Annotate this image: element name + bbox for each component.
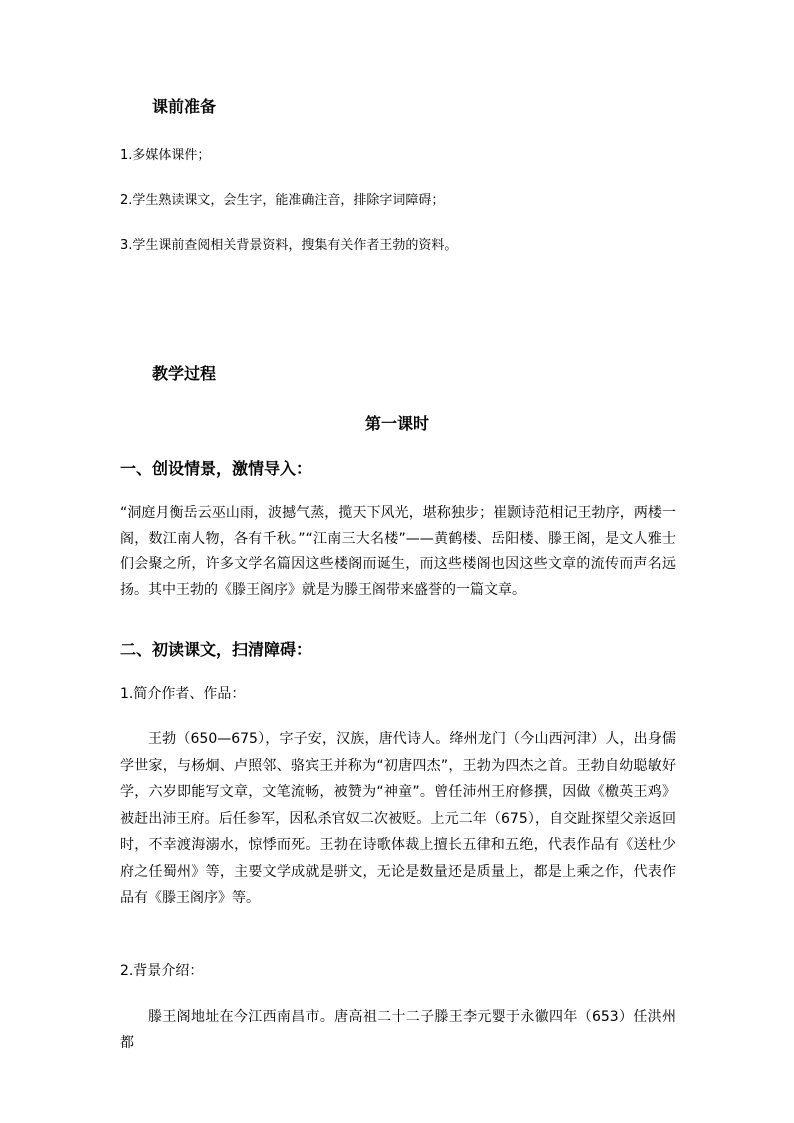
prep-item-1: 1.多媒体课件； (120, 148, 211, 163)
intro-paragraph: “洞庭月衡岳云巫山雨，波撼气蒸，揽天下风光，堪称独步；崔颢诗范相记王勃序，两楼一阁，数江南人物，各有千秋。”“江南三大名楼”——黄鹤楼、岳阳楼、滕王阁，是文人雅士们会聚之所，许多文学名篇因这些楼阁而诞生，而这些楼阁也因这些文章的流传而声名远扬。其中王勃的《滕王阁序》就是为滕王阁带来盛誉的一篇文章。 (120, 505, 676, 598)
author-bio-paragraph: 王勃（650—675），字子安，汉族，唐代诗人。绛州龙门（今山西河津）人，出身儒学世家，与杨炯、卢照邻、骆宾王并称为“初唐四杰”，王勃为四杰之首。王勃自幼聪敏好学，六岁即能写文章，文笔流畅，被赞为“神童”。曾任沛州王府修撰，因做《檄英王鸡》被赶出沛王府。后任参军，因私杀官奴二次被贬。上元二年（675），自交趾探望父亲返回时，不幸渡海溺水，惊悸而死。王勃在诗歌体裁上擅长五律和五绝，代表作品有《送杜少府之任蜀州》等，主要文学成就是骈文，无论是数量还是质量上，都是上乘之作，代表作品有《滕王阁序》等。 (120, 731, 676, 906)
section-1-heading: 一、创设情景，激情导入： (120, 459, 313, 478)
prep-item-2: 2.学生熟读课文，会生字，能准确注音，排除字词障碍； (120, 193, 445, 208)
author-intro-heading: 1.简介作者、作品： (120, 686, 246, 702)
background-heading: 2.背景介绍： (120, 963, 204, 979)
lesson-title: 第一课时 (364, 414, 429, 433)
section-2-heading: 二、初读课文，扫清障碍： (120, 640, 313, 659)
prep-heading: 课前准备 (152, 97, 217, 116)
background-paragraph: 滕王阁地址在今江西南昌市。唐高祖二十二子滕王李元婴于永徽四年（653）任洪州都 (120, 1009, 676, 1051)
prep-item-3: 3.学生课前查阅相关背景资料，搜集有关作者王勃的资料。 (120, 238, 458, 253)
process-heading: 教学过程 (152, 364, 217, 383)
